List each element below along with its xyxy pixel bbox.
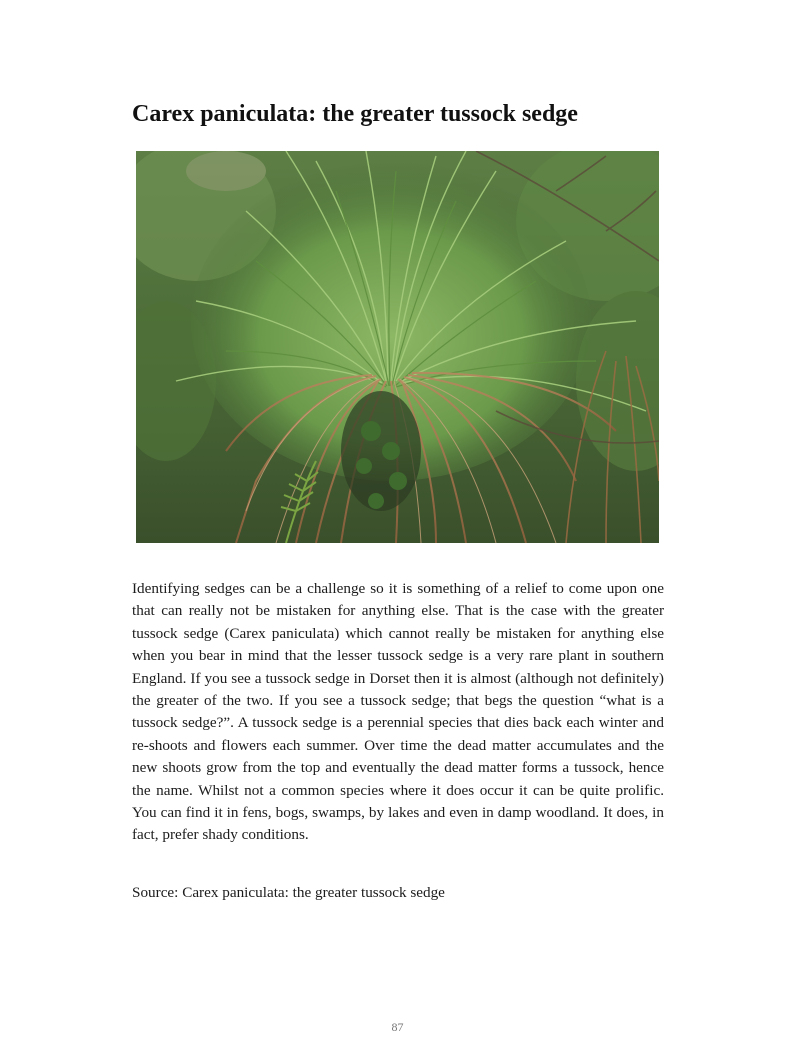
page-number: 87 — [391, 1020, 404, 1034]
photo-illustration — [136, 151, 659, 543]
source-line: Source: Carex paniculata: the greater tussock sedge — [132, 884, 445, 901]
page-title: Carex paniculata: the greater tussock sedge — [132, 101, 578, 127]
tussock-sedge-photo — [136, 151, 659, 543]
body-paragraph: Identifying sedges can be a challenge so it is something of a relief to come upon one that can really not be mistaken for anything else. That is the case with the greater tussock sedge (Carex paniculata) which cannot really be mistaken for anything else when you bear in mind that the lesser tussock sedge is a very rare plant in southern England. If you see a tussock sedge in Dorset then it is almost (although not definitely) the greater of the two. If you see a tussock sedge; that begs the question “what is a tussock sedge?”. A tussock sedge is a perennial species that dies back each winter and re-shoots and flowers each summer. Over time the dead matter accumulates and the new shoots grow from the top and eventually the dead matter forms a tussock, hence the name. Whilst not a common species where it does occur it can be quite prolific. You can find it in fens, bogs, swamps, by lakes and even in damp woodland. It does, in fact, prefer shady conditions. — [132, 580, 664, 844]
